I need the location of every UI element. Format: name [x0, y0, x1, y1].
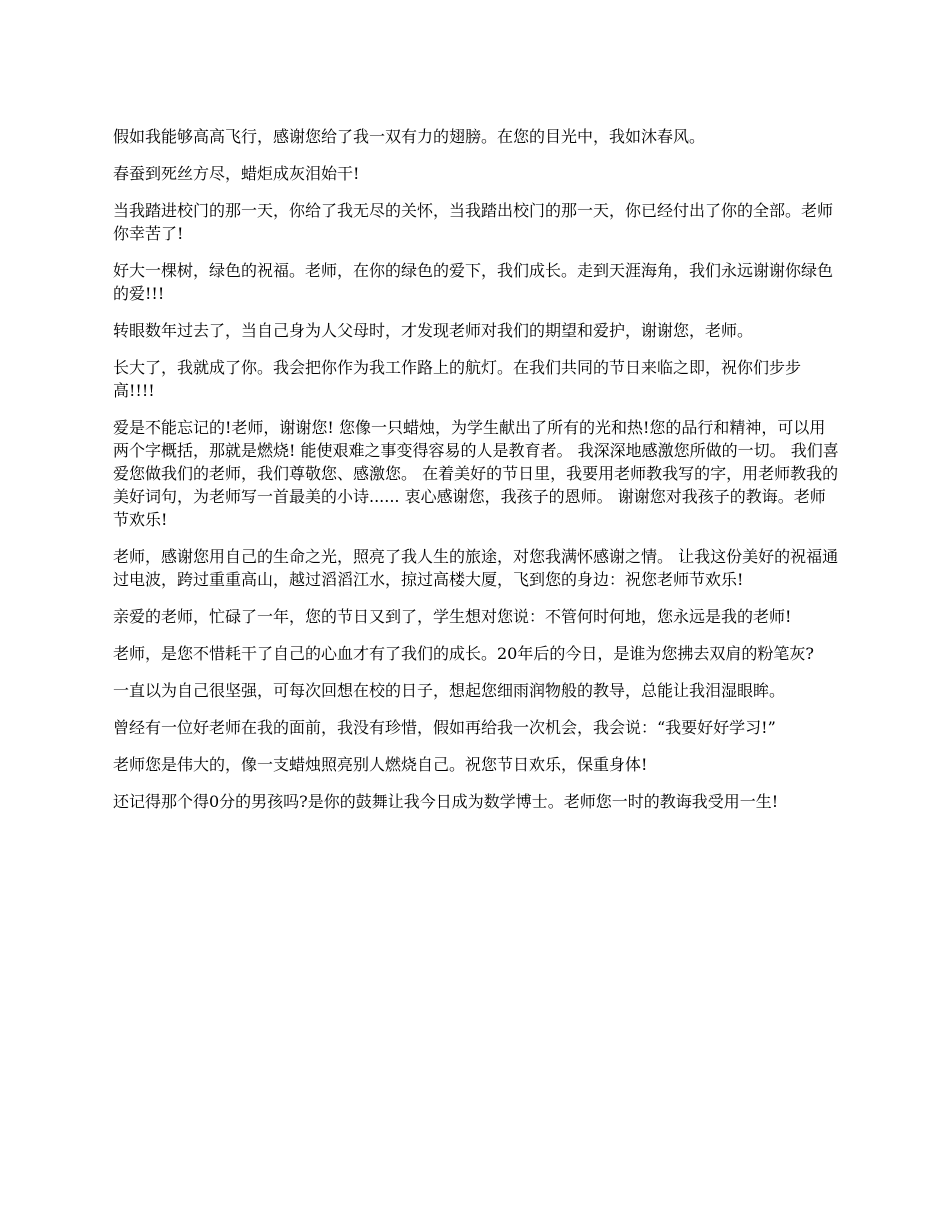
paragraph-4: 好大一棵树，绿色的祝福。老师，在你的绿色的爱下，我们成长。走到天涯海角，我们永远谢谢你绿色的爱!!!	[113, 261, 834, 303]
paragraph-12: 曾经有一位好老师在我的面前，我没有珍惜，假如再给我一次机会，我会说：“我要好好学习!”	[113, 718, 776, 737]
paragraph-2: 春蚕到死丝方尽，蜡炬成灰泪始干!	[113, 164, 360, 183]
paragraph-8: 老师，感谢您用自己的生命之光，照亮了我人生的旅途，对您我满怀感谢之情。 让我这份美好的祝福通过电波，跨过重重高山，越过滔滔江水，掠过高楼大厦，飞到您的身边：祝您老师节欢乐!	[113, 547, 839, 589]
paragraph-7: 爱是不能忘记的!老师，谢谢您! 您像一只蜡烛，为学生献出了所有的光和热!您的品行和精神，可以用两个字概括，那就是燃烧! 能使艰难之事变得容易的人是教育者。 我深深地感激您所做的一切。 我们喜爱您做我们的老师，我们尊敬您、感激您。 在着美好的节日里，我要用老师教我写的字，用老师教我的美好词句，为老师写一首最美的小诗...... 衷心感谢您，我孩子的恩师。 谢谢您对我孩子的教诲。老师节欢乐!	[113, 418, 839, 529]
paragraph-13: 老师您是伟大的，像一支蜡烛照亮别人燃烧自己。祝您节日欢乐，保重身体!	[113, 755, 648, 774]
paragraph-9: 亲爱的老师，忙碌了一年，您的节日又到了，学生想对您说：不管何时何地，您永远是我的老师!	[113, 607, 792, 626]
paragraph-14: 还记得那个得0分的男孩吗?是你的鼓舞让我今日成为数学博士。老师您一时的教诲我受用一生!	[113, 792, 779, 811]
paragraph-1: 假如我能够高高飞行，感谢您给了我一双有力的翅膀。在您的目光中，我如沐春风。	[113, 127, 706, 146]
paragraph-3: 当我踏进校门的那一天，你给了我无尽的关怀，当我踏出校门的那一天，你已经付出了你的全部。老师你幸苦了!	[113, 201, 834, 243]
paragraph-5: 转眼数年过去了，当自己身为人父母时，才发现老师对我们的期望和爱护，谢谢您，老师。	[113, 321, 754, 340]
paragraph-11: 一直以为自己很坚强，可每次回想在校的日子，想起您细雨润物般的教导，总能让我泪湿眼眸。	[113, 681, 786, 700]
paragraph-6: 长大了，我就成了你。我会把你作为我工作路上的航灯。在我们共同的节日来临之即，祝你们步步高!!!!	[113, 358, 802, 400]
paragraph-10: 老师，是您不惜耗干了自己的心血才有了我们的成长。20年后的今日，是谁为您拂去双肩的粉笔灰?	[113, 644, 814, 663]
document-body	[113, 125, 840, 827]
